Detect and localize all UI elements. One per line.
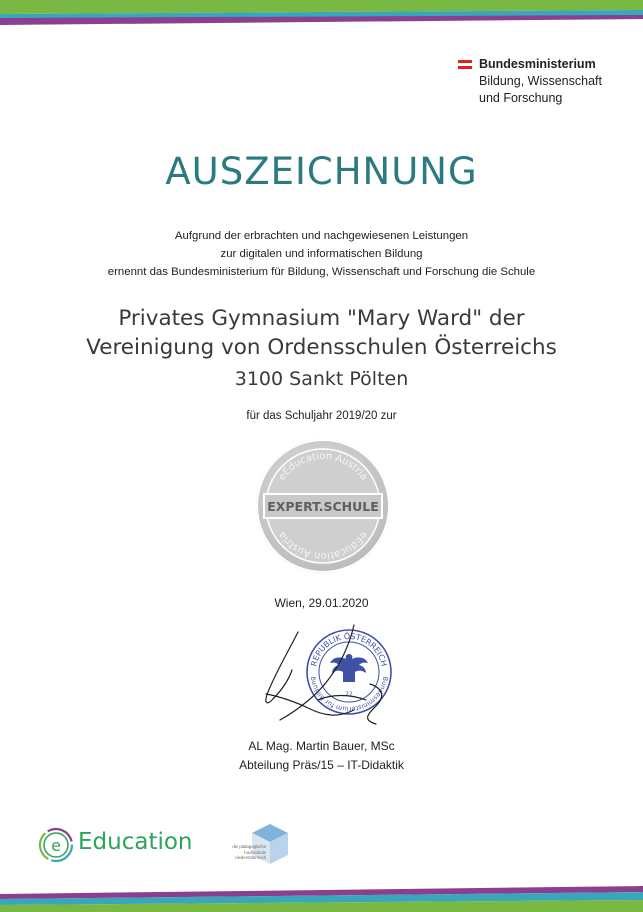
school-name-line1: Privates Gymnasium "Mary Ward" der (118, 306, 525, 331)
school-name-line2: Vereinigung von Ordensschulen Österreichs (86, 335, 557, 360)
signer-name: AL Mag. Martin Bauer, MSc (248, 739, 395, 753)
signer-department: Abteilung Präs/15 – IT-Didaktik (239, 758, 404, 772)
school-year: für das Schuljahr 2019/20 zur (246, 410, 397, 422)
intro-text (0, 227, 643, 281)
intro-line2: zur digitalen und informatischen Bildung (220, 248, 423, 260)
expert-schule-badge (254, 437, 392, 575)
eeducation-emblem-icon (38, 827, 74, 863)
ministry-name-line3: und Forschung (479, 91, 563, 105)
top-stripes (0, 0, 643, 30)
eeducation-wordmark: Education (78, 829, 193, 855)
ministry-name-line1: Bundesministerium (479, 57, 596, 71)
badge-arc-bottom: eEducation Austria (276, 529, 370, 562)
svg-text:22: 22 (345, 691, 353, 698)
school-name (0, 304, 643, 362)
badge-label: EXPERT.SCHULE (267, 499, 379, 514)
signature-seal (258, 622, 408, 732)
intro-line3: ernennt das Bundesministerium für Bildung, Wissenschaft und Forschung die Schule (107, 266, 536, 278)
svg-text:REPUBLIK ÖSTERREICH: REPUBLIK ÖSTERREICH (309, 631, 389, 668)
ministry-name-line2: Bildung, Wissenschaft (479, 74, 602, 88)
school-city: 3100 Sankt Pölten (234, 368, 409, 390)
austria-flag-icon (458, 60, 472, 69)
intro-line1: Aufgrund der erbrachten und nachgewiesenen Leistungen (174, 230, 469, 242)
svg-text:Bundesministerium für Bildung: Bundesministerium für Bildung (308, 675, 390, 714)
badge-arc-top: eEducation Austria (276, 450, 370, 483)
svg-text:e: e (51, 836, 61, 855)
place-date: Wien, 29.01.2020 (274, 596, 369, 610)
ph-text: die pädagogische hochschule niederösterreich (232, 844, 266, 860)
bottom-stripes (0, 882, 643, 912)
eeducation-logo (38, 826, 198, 864)
ph-niederoesterreich-logo (216, 822, 296, 872)
certificate-title: AUSZEICHNUNG (165, 150, 478, 193)
